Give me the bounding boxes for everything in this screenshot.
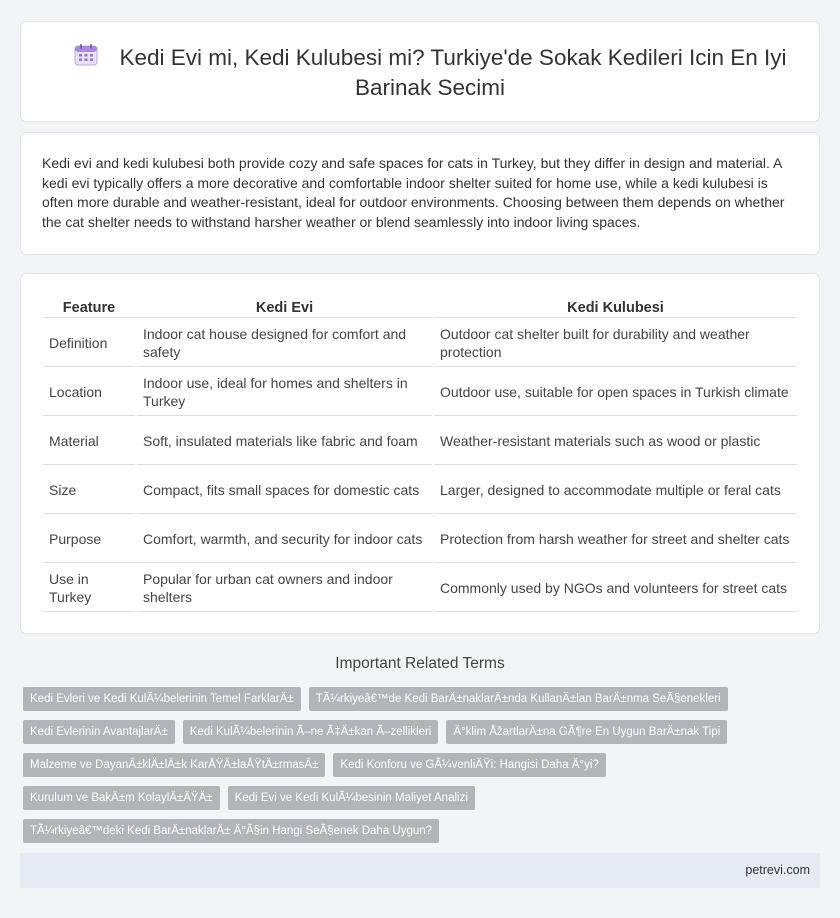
kedi-evi-cell: Indoor cat house designed for comfort and safety [137,320,432,367]
table-header-row [43,296,797,318]
related-term-tag[interactable]: Kedi Evleri ve Kedi KulÃ¼belerinin Temel FarklarÄ± [23,687,301,711]
feature-cell: Definition [43,320,135,367]
tag-row [23,687,823,711]
feature-cell: Location [43,369,135,416]
table-row [43,516,797,563]
footer [20,853,820,888]
tag-row [23,819,823,843]
comparison-table [41,294,799,614]
related-term-tag[interactable]: Kurulum ve BakÄ±m KolaylÄ±ÄŸÄ± [23,786,220,810]
table-row [43,565,797,612]
page-title-wrap [61,43,799,103]
feature-cell: Size [43,467,135,514]
kedi-kulubesi-cell: Weather-resistant materials such as wood or plastic [434,418,797,465]
page-title: Kedi Evi mi, Kedi Kulubesi mi? Turkiye'de Sokak Kedileri Icin En Iyi Barinak Secimi [119,45,787,100]
related-term-tag[interactable]: Kedi Evlerinin AvantajlarÄ± [23,720,175,744]
tag-row [23,720,823,744]
column-header-feature: Feature [43,296,135,318]
kedi-kulubesi-cell: Larger, designed to accommodate multiple or feral cats [434,467,797,514]
related-terms-list [23,687,823,852]
table-row [43,418,797,465]
table-row [43,369,797,416]
table-row [43,320,797,367]
title-card [20,21,820,122]
intro-text: Kedi evi and kedi kulubesi both provide cozy and safe spaces for cats in Turkey, but they differ in design and material. A kedi evi typically offers a more decorative and comfortable indoor shelter suited for home use, while a kedi kulubesi is often more durable and weather-resistant, ideal for outdoor environments. Choosing between them depends on whether the cat shelter needs to withstand harsher weather or blend seamlessly into indoor living spaces. [42,155,785,230]
kedi-kulubesi-cell: Outdoor use, suitable for open spaces in Turkish climate [434,369,797,416]
related-terms-heading: Important Related Terms [335,655,505,672]
related-term-tag[interactable]: Malzeme ve DayanÄ±klÄ±lÄ±k KarÅŸÄ±laÅŸtÄ±rmasÄ± [23,753,325,777]
tag-row [23,753,823,777]
feature-cell: Purpose [43,516,135,563]
kedi-evi-cell: Soft, insulated materials like fabric and foam [137,418,432,465]
feature-cell: Use in Turkey [43,565,135,612]
related-term-tag[interactable]: Kedi KulÃ¼belerinin Ã–ne Ã‡Ä±kan Ã–zellikleri [183,720,439,744]
column-header-kedi-kulubesi: Kedi Kulubesi [434,296,797,318]
related-term-tag[interactable]: TÃ¼rkiyeâ€™deki Kedi BarÄ±naklarÄ± Ä°Ã§in Hangi SeÃ§enek Daha Uygun? [23,819,439,843]
calendar-icon [73,43,99,67]
related-term-tag[interactable]: Kedi Konforu ve GÃ¼venliÄŸi: Hangisi Daha Ä°yi? [333,753,605,777]
kedi-kulubesi-cell: Commonly used by NGOs and volunteers for street cats [434,565,797,612]
kedi-evi-cell: Compact, fits small spaces for domestic cats [137,467,432,514]
kedi-evi-cell: Popular for urban cat owners and indoor shelters [137,565,432,612]
column-header-kedi-evi: Kedi Evi [137,296,432,318]
kedi-kulubesi-cell: Protection from harsh weather for street and shelter cats [434,516,797,563]
related-term-tag[interactable]: Kedi Evi ve Kedi KulÃ¼besinin Maliyet Analizi [228,786,475,810]
kedi-kulubesi-cell: Outdoor cat shelter built for durability and weather protection [434,320,797,367]
feature-cell: Material [43,418,135,465]
kedi-evi-cell: Comfort, warmth, and security for indoor cats [137,516,432,563]
table-row [43,467,797,514]
kedi-evi-cell: Indoor use, ideal for homes and shelters in Turkey [137,369,432,416]
tag-row [23,786,823,810]
intro-card [20,132,820,255]
footer-site-link[interactable]: petrevi.com [745,863,810,877]
related-term-tag[interactable]: Ä°klim ÅžartlarÄ±na GÃ¶re En Uygun BarÄ±nak Tipi [446,720,727,744]
related-term-tag[interactable]: TÃ¼rkiyeâ€™de Kedi BarÄ±naklarÄ±nda KullanÄ±lan BarÄ±nma SeÃ§enekleri [309,687,728,711]
comparison-table-card [20,273,820,634]
